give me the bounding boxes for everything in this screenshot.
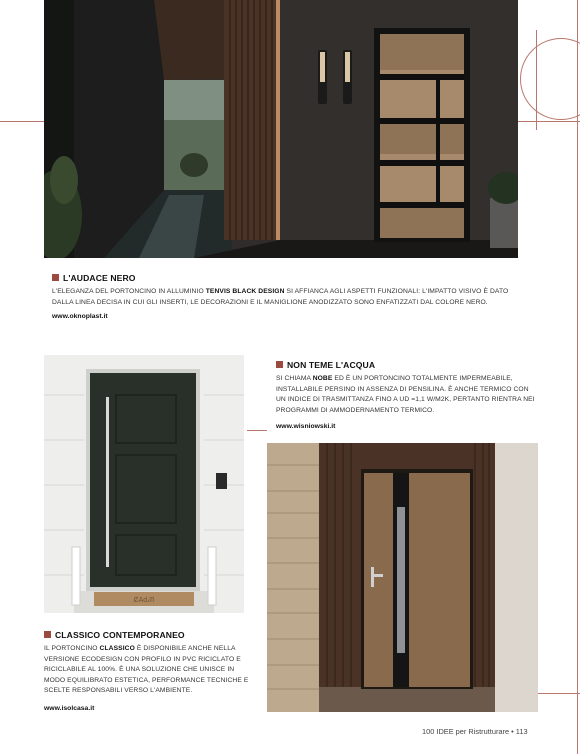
doormat-text: ȻAԃᗰ [133,597,155,604]
crop-mark-bottom-right [538,693,580,694]
section3-body-pre: IL PORTONCINO [44,645,100,652]
section3-title-text: CLASSICO CONTEMPORANEO [55,630,185,640]
section2-title-text: NON TEME L'ACQUA [287,360,376,370]
section2-body-pre: SI CHIAMA [276,375,313,382]
crop-mark-middle-left [247,430,267,431]
photo-green-classic-door [44,355,244,613]
section1-product-name: TENVIS BLACK DESIGN [205,288,285,295]
section1-title-text: L'AUDACE NERO [63,273,136,283]
section1-body-pre: L'ELEGANZA DEL PORTONCINO IN ALLUMINIO [52,288,206,295]
section3-body [44,644,250,697]
section1-body [52,287,512,308]
crop-mark-top-left [0,121,44,122]
section2-product-name: NOBE [312,375,333,382]
section3-title [44,630,185,640]
section-marker-square [276,361,283,368]
section3-body-post: È DISPONIBILE ANCHE NELLA VERSIONE ECODESIGN CON PROFILO IN PVC RICICLATO E RICICLABILE AL 100%. È UNA SOLUZIONE CHE UNISCE IN MODO EQUILIBRATO ESTETICA, PERFORMANCE TECNICHE E SCELTE RESPONSABILI VERSO L'AMBIENTE. [44,645,249,695]
photo-wooden-waterproof-door [267,443,538,712]
section1-url[interactable]: www.oknoplast.it [52,313,108,320]
section-marker-square [44,631,51,638]
section1-body-post: SI AFFIANCA AGLI ASPETTI FUNZIONALI: L'IMPATTO VISIVO È DATO DALLA LINEA DECISA IN CUI GLI INSERTI, LE DECORAZIONI E IL MANIGLIONE ANODIZZATO SONO ENFATIZZATI DAL COLORE NERO. [52,288,509,306]
section1-title [52,273,136,283]
section2-body-post: ED È UN PORTONCINO TOTALMENTE IMPERMEABILE, INSTALLABILE PERSINO IN ASSENZA DI PENSILINA. È ANCHE TERMICO CON UN INDICE DI TRASMITTANZA FINO A UD =1,1 W/M2K, PERTANTO RIENTRA NEI PROGRAMMI DI AMMODERNAMENTO TERMICO. [276,375,535,414]
section-marker-square [52,274,59,281]
crop-circle-top-right [520,38,580,120]
section2-body [276,374,538,416]
section2-title [276,360,375,370]
page-footer: 100 IDEE per Ristrutturare • 113 [422,727,528,736]
crop-mark-right-edge [577,0,578,754]
photo-black-aluminium-door [44,0,518,258]
section2-url[interactable]: www.wisniowski.it [276,423,336,430]
crop-mark-top-right [518,121,580,122]
section3-url[interactable]: www.isolcasa.it [44,705,95,712]
section3-product-name: CLASSICO [99,645,135,652]
